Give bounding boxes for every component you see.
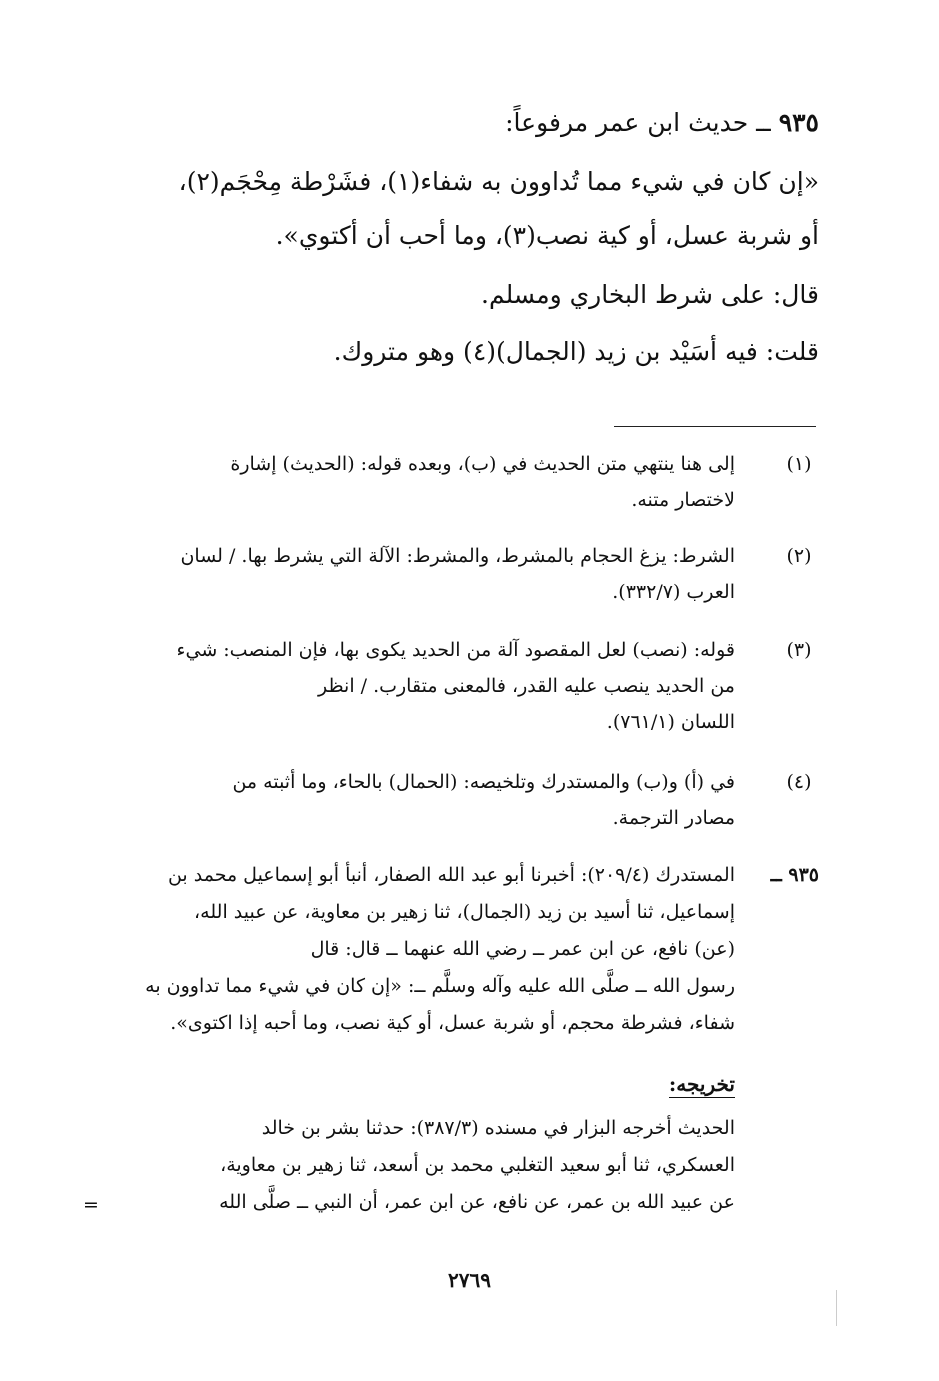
takhrij-heading-text: تخريجه: [668,1072,735,1096]
footnote-line: قوله: (نصب) لعل المقصود آلة من الحديد يكوى بها، فإن المنصب: شيء [176,639,735,661]
takhrij-line: العسكري، ثنا أبو سعيد التغلبي محمد بن أسعد، ثنا زهير بن معاوية، [220,1154,735,1176]
footnote-number: (٢) [786,545,812,567]
mustadrak-line: المستدرك (٢٠٩/٤): أخبرنا أبو عبد الله الصفار، أنبأ أبو إسماعيل محمد بن [167,864,735,886]
scan-edge-mark [836,1290,839,1326]
footnote-3 [119,632,819,740]
footnote-line: اللسان (٧٦١/١). [606,711,735,733]
footnote-4 [119,764,819,836]
footnote-line: إلى هنا ينتهي متن الحديث في (ب)، وبعده قوله: (الحديث) إشارة [230,453,735,475]
page-number: ٢٧٦٩ [448,1268,491,1292]
takhrij-line: الحديث أخرجه البزار في مسنده (٣٨٧/٣): حدثنا بشر بن خالد [261,1117,735,1139]
mustadrak-number: ٩٣٥ ــ [770,864,819,886]
footnote-line: من الحديد ينصب عليه القدر، فالمعنى متقارب. / انظر [317,675,735,697]
hadith-number: ٩٣٥ [778,108,819,137]
mustadrak-section [119,857,819,1042]
mustadrak-line: شفاء، فشرطة محجم، أو شربة عسل، أو كية نصب، وما أحبه إذا اكتوى». [170,1012,735,1034]
continuation-mark: = [83,1194,99,1216]
footnote-2 [119,538,819,610]
footnote-line: العرب (٣٣٢/٧). [612,581,735,603]
hadith-text-line-1: «إن كان في شيء مما تُداوون به شفاء(١)، فشَرْطة مِحْجَم(٢)، [178,167,819,196]
hakim-verdict: قال: على شرط البخاري ومسلم. [481,280,819,309]
footnote-number: (٤) [786,771,812,793]
takhrij-paragraph [219,1110,735,1221]
mustadrak-line: (عن) نافع، عن ابن عمر ــ رضي الله عنهما ــ قال: قال [310,938,735,960]
takhrij-line: عن عبيد الله بن عمر، عن نافع، عن ابن عمر، أن النبي ــ صلَّى الله [219,1191,735,1213]
mustadrak-line: رسول الله ــ صلَّى الله عليه وآله وسلَّم ــ: «إن كان في شيء مما تداوون به [145,975,735,997]
footnote-1 [119,446,819,518]
footnote-separator [614,426,816,427]
hadith-heading [505,108,819,137]
footnote-number: (١) [786,453,812,475]
footnote-number: (٣) [786,639,812,661]
dhahabi-comment: قلت: فيه أسَيْد بن زيد (الجمال)(٤) وهو متروك. [333,337,819,366]
hadith-text-line-2: أو شربة عسل، أو كية نصب(٣)، وما أحب أن أكتوي». [275,221,819,250]
hadith-title: ــ حديث ابن عمر مرفوعاً: [505,108,771,137]
takhrij-heading [669,1072,735,1096]
mustadrak-line: إسماعيل، ثنا أسيد بن زيد (الجمال)، ثنا زهير بن معاوية، عن عبيد الله، [194,901,735,923]
footnote-line: في (أ) و(ب) والمستدرك وتلخيصه: (الحمال) بالحاء، وما أثبته من [232,771,735,793]
footnote-line: الشرط: يزغ الحجام بالمشرط، والمشرط: الآلة التي يشرط بها. / لسان [180,545,735,567]
footnote-line: مصادر الترجمة. [612,807,735,829]
footnote-line: لاختصار متنه. [631,489,735,511]
